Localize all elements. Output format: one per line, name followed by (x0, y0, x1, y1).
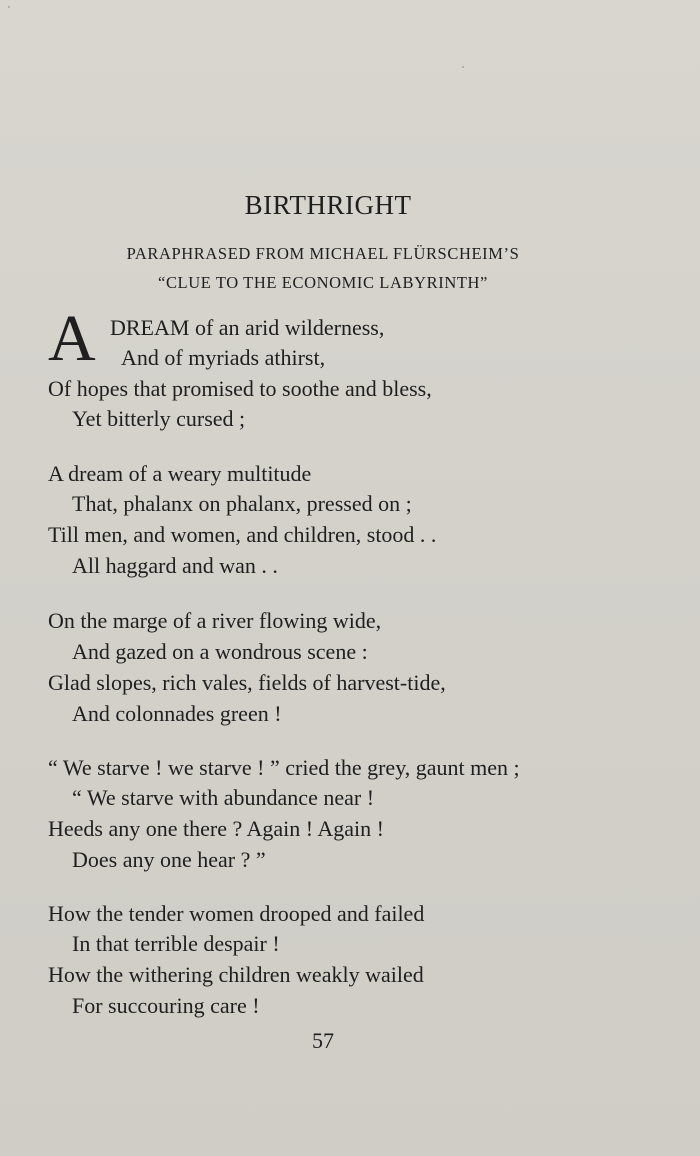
poem-subtitle-line-2: “CLUE TO THE ECONOMIC LABYRINTH” (158, 273, 488, 292)
verse-line: DREAM of an arid wilderness, (110, 315, 385, 340)
poem-title: BIRTHRIGHT (244, 190, 412, 220)
verse-line: For succouring care ! (72, 993, 260, 1018)
verse-line: Yet bitterly cursed ; (72, 406, 246, 431)
verse-line: All haggard and wan . . (72, 553, 278, 578)
drop-cap: A (48, 302, 96, 375)
verse-line: And colonnades green ! (72, 701, 282, 726)
verse-line: Does any one hear ? ” (72, 847, 266, 872)
verse-line: On the marge of a river flowing wide, (48, 608, 382, 633)
paper-speck (462, 66, 464, 68)
poem-subtitle-line-1: PARAPHRASED FROM MICHAEL FLÜRSCHEIM’S (126, 244, 520, 263)
verse-line: A dream of a weary multitude (48, 461, 312, 486)
verse-line: And gazed on a wondrous scene : (72, 639, 368, 664)
verse-line: And of myriads athirst, (121, 345, 326, 370)
verse-line: Till men, and women, and children, stood . . (48, 522, 437, 547)
page-number: 57 (312, 1028, 334, 1053)
verse-line: In that terrible despair ! (72, 931, 280, 956)
verse-line: “ We starve with abundance near ! (72, 785, 375, 810)
verse-line: Heeds any one there ? Again ! Again ! (48, 816, 384, 841)
verse-line: Glad slopes, rich vales, fields of harvest-tide, (48, 670, 446, 695)
verse-line: “ We starve ! we starve ! ” cried the grey, gaunt men ; (48, 755, 520, 780)
paper-speck (8, 6, 10, 8)
verse-line: Of hopes that promised to soothe and bless, (48, 376, 432, 401)
verse-line: How the withering children weakly wailed (48, 962, 424, 987)
verse-line: That, phalanx on phalanx, pressed on ; (72, 491, 412, 516)
verse-line: How the tender women drooped and failed (48, 901, 425, 926)
